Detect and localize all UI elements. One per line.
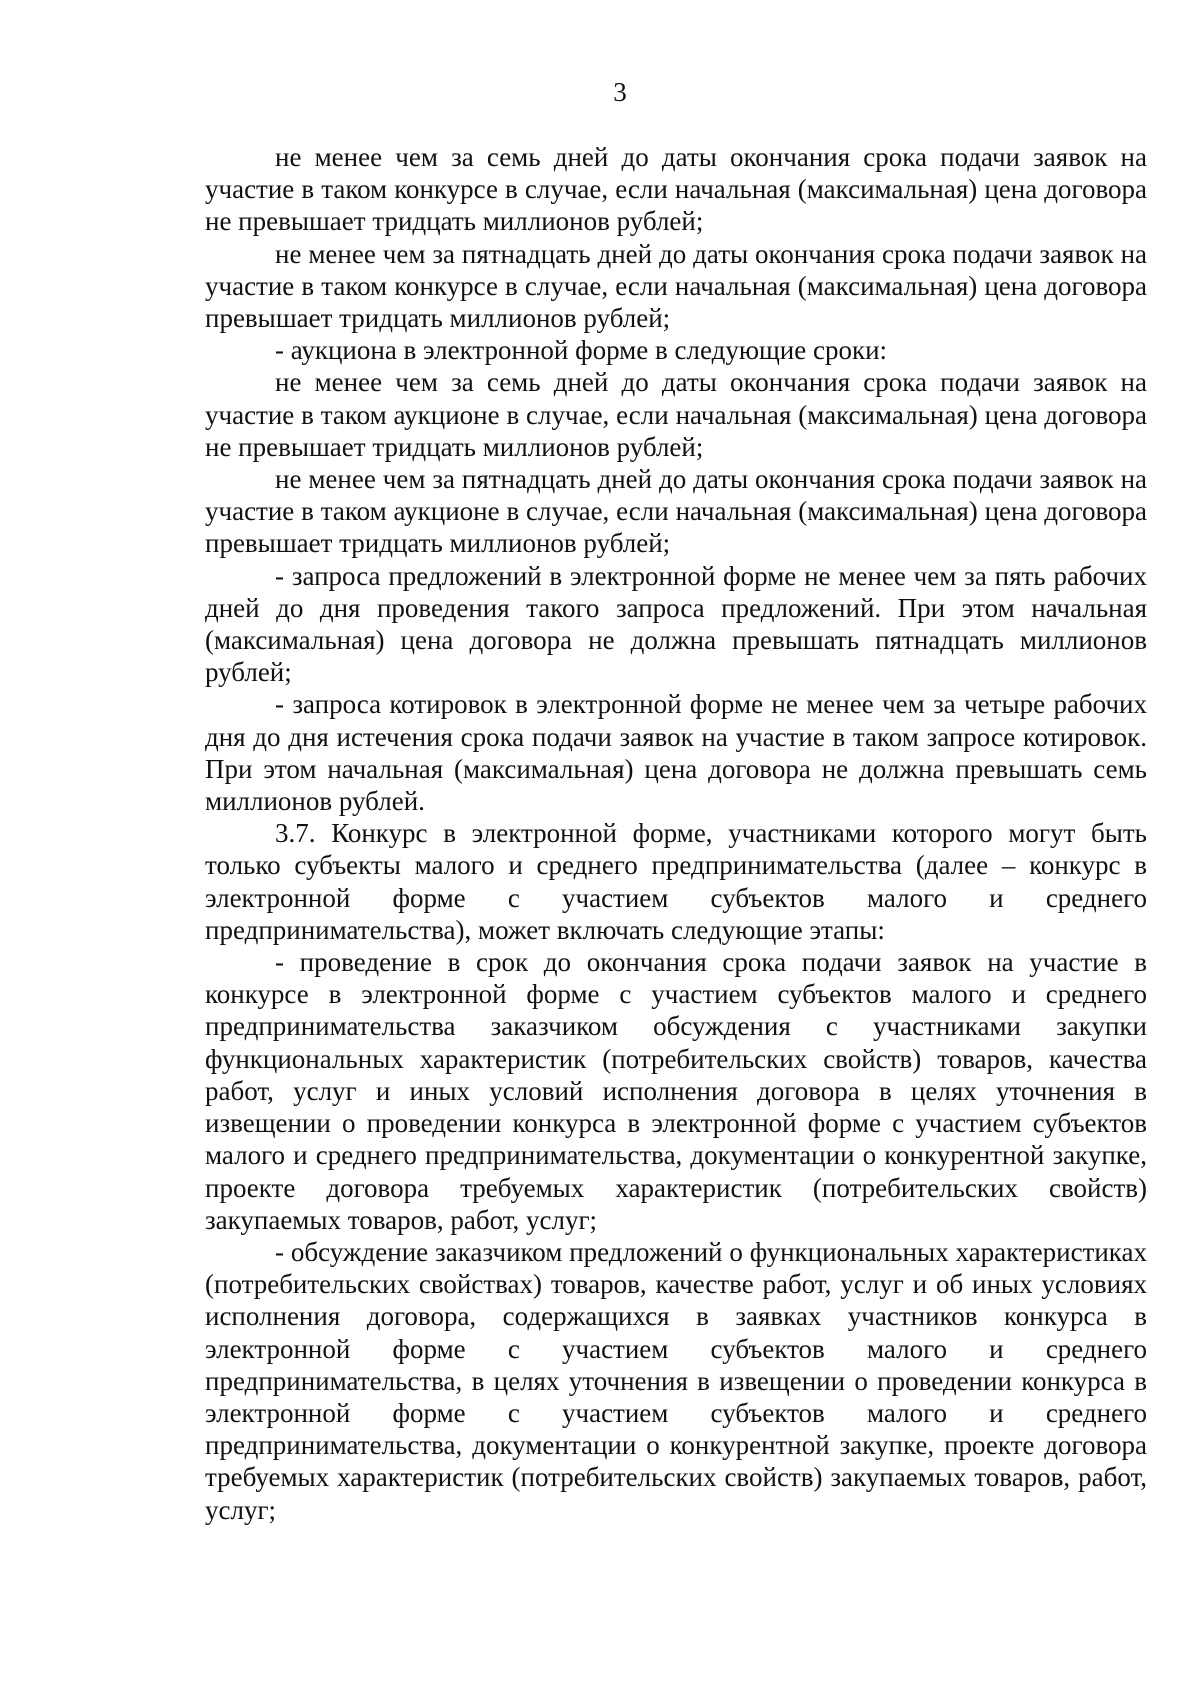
paragraph-auction-terms: - аукциона в электронной форме в следующие сроки: xyxy=(275,335,888,366)
paragraph-fifteen-days-auction: не менее чем за пятнадцать дней до даты окончания срока подачи заявок на участие в таком аукционе в случае, если начальная (максимальная) цена договора превышает тридцать миллионов рублей; xyxy=(205,464,1147,559)
document-body xyxy=(205,141,1147,1526)
paragraph-stage-proposals: - обсуждение заказчиком предложений о функциональных характеристиках (потребительских свойствах) товаров, качестве работ, услуг и об иных условиях исполнения договора, содержащихся в заявках участников конкурса в электронной форме с участием субъектов малого и среднего предпринимательства, в целях уточнения в извещении о проведении конкурса в электронной форме с участием субъектов малого и среднего предпринимательства, документации о конкурентной закупке, проекте договора требуемых характеристик (потребительских свойств) закупаемых товаров, работ, услуг; xyxy=(205,1236,1147,1525)
paragraph-seven-days-auction: не менее чем за семь дней до даты окончания срока подачи заявок на участие в таком аукционе в случае, если начальная (максимальная) цена договора не превышает тридцать миллионов рублей; xyxy=(205,367,1147,462)
paragraph-fifteen-days-contest: не менее чем за пятнадцать дней до даты окончания срока подачи заявок на участие в таком конкурсе в случае, если начальная (максимальная) цена договора превышает тридцать миллионов рублей; xyxy=(205,238,1147,334)
paragraph-stage-discussion: - проведение в срок до окончания срока подачи заявок на участие в конкурсе в электронной форме с участием субъектов малого и среднего предпринимательства заказчиком обсуждения с участниками закупки функциональных характеристик (потребительских свойств) товаров, качества работ, услуг и иных условий исполнения договора в целях уточнения в извещении о проведении конкурса в электронной форме с участием субъектов малого и среднего предпринимательства, документации о конкурентной закупке, проекте договора требуемых характеристик (потребительских свойств) закупаемых товаров, работ, услуг; xyxy=(205,947,1147,1235)
paragraph-request-quotations: - запроса котировок в электронной форме не менее чем за четыре рабочих дня до дня истечения срока подачи заявок на участие в таком запросе котировок. При этом начальная (максимальная) цена договора не должна превышать семь миллионов рублей. xyxy=(205,689,1147,817)
paragraph-section-3-7: 3.7. Конкурс в электронной форме, участниками которого могут быть только субъекты малого и среднего предпринимательства (далее – конкурс в электронной форме с участием субъектов малого и среднего предпринимательства), может включать следующие этапы: xyxy=(205,818,1147,945)
page-number: 3 xyxy=(613,77,627,107)
paragraph-request-proposals: - запроса предложений в электронной форме не менее чем за пять рабочих дней до дня проведения такого запроса предложений. При этом начальная (максимальная) цена договора не должна превышать пятнадцать миллионов рублей; xyxy=(205,560,1147,688)
paragraph-seven-days-contest: не менее чем за семь дней до даты окончания срока подачи заявок на участие в таком конкурсе в случае, если начальная (максимальная) цена договора не превышает тридцать миллионов рублей; xyxy=(205,142,1147,237)
